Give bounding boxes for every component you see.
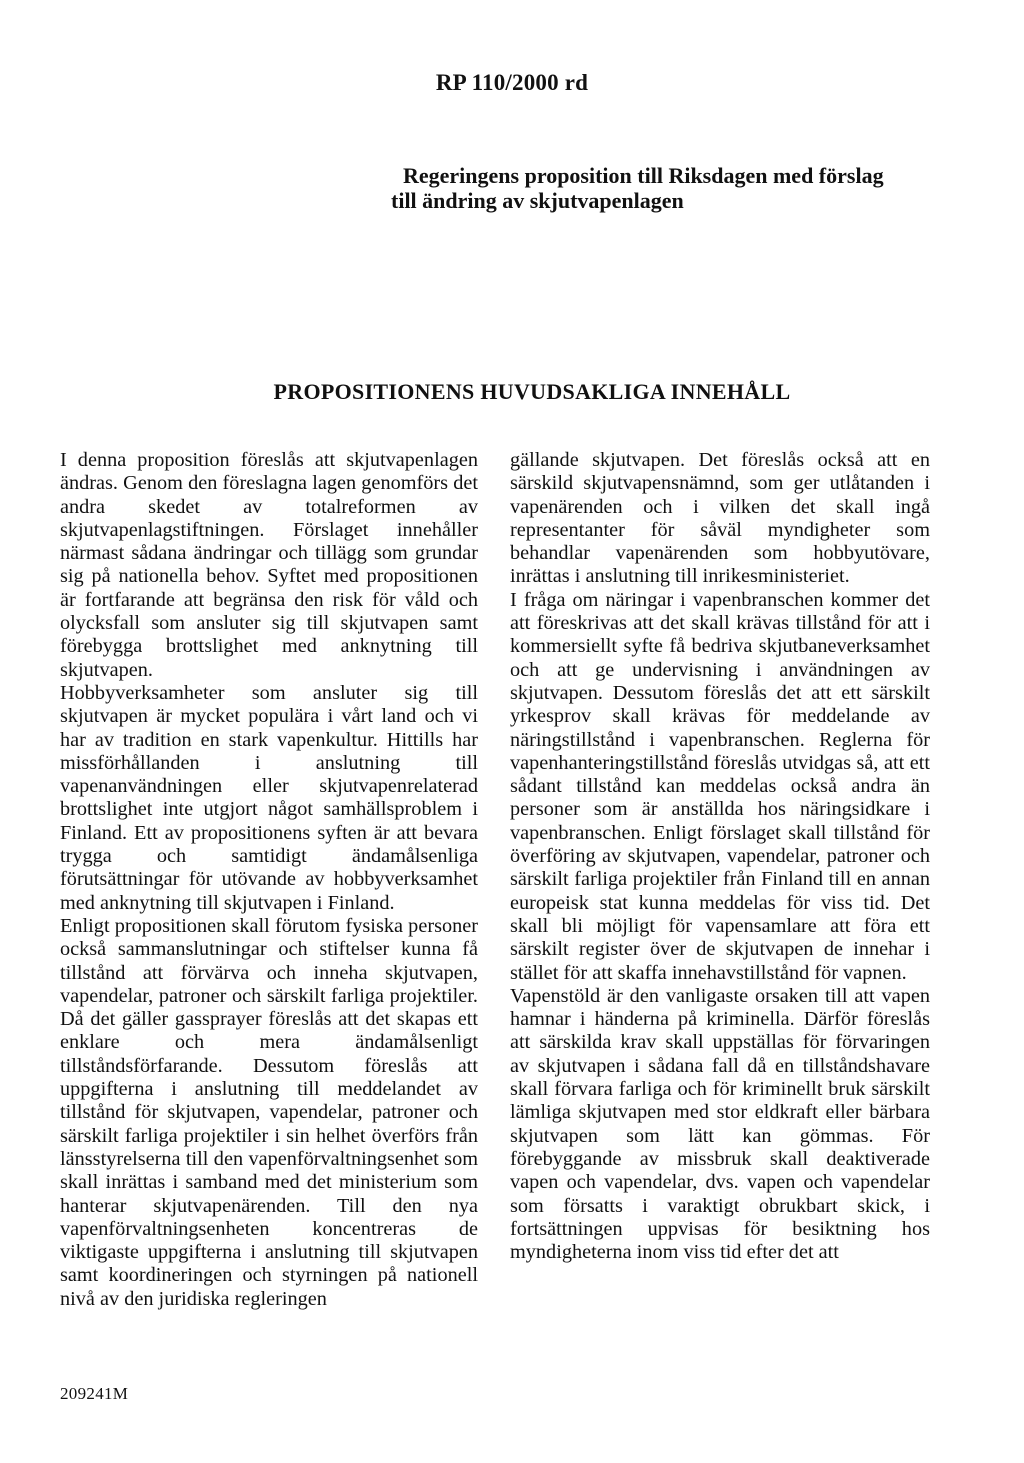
- document-title: [391, 163, 963, 213]
- print-code: 209241M: [60, 1384, 129, 1403]
- paragraph: I fråga om näringar i vapenbranschen kommer det att föreskrivas att det skall krävas tillstånd för att i kommersiellt syfte få bedriva skjutbaneverksamhet och att ge undervisning i användningen av skjutvapen. Dessutom föreslås det att ett särskilt yrkesprov skall krävas för meddelande av näringstillstånd i vapenbranschen. Reglerna för vapenhanteringstillstånd föreslås utvidgas så, att ett sådant tillstånd kan meddelas också andra än personer som är anställda hos näringsidkare i vapenbranschen. Enligt förslaget skall tillstånd för överföring av skjutvapen, vapendelar, patroner och särskilt farliga projektiler från Finland till en annan europeisk stat kunna meddelas för viss tid. Det skall bli möjligt för vapensamlare att föra ett särskilt register över de skjutvapen de innehar i stället för att skaffa innehavstillstånd för vapnen.: [510, 588, 930, 984]
- text-column-right: [510, 449, 930, 1264]
- paragraph: I denna proposition föreslås att skjutvapenlagen ändras. Genom den föreslagna lagen genomförs det andra skedet av totalreformen av skjutvapenlagstiftningen. Förslaget innehåller närmast sådana ändringar och tillägg som grundar sig på nationella behov. Syftet med propositionen är fortfarande att begränsa den risk för våld och olycksfall som ansluter sig till skjutvapen samt förebygga brottslighet med anknytning till skjutvapen.: [60, 449, 478, 681]
- title-line-1: Regeringens proposition till Riksdagen med förslag: [403, 163, 884, 188]
- document-number: RP 110/2000 rd: [435, 70, 589, 95]
- paragraph: gällande skjutvapen. Det föreslås också att en särskild skjutvapensnämnd, som ger utlåtanden i vapenärenden och i vilken det skall ingå representanter för såväl myndigheter som behandlar vapenärenden som hobbyutövare, inrättas i anslutning till inrikesministeriet.: [510, 449, 930, 588]
- text-column-left: [60, 449, 478, 1311]
- section-heading: PROPOSITIONENS HUVUDSAKLIGA INNEHÅLL: [273, 379, 791, 404]
- title-line-2: till ändring av skjutvapenlagen: [391, 188, 684, 213]
- paragraph: Hobbyverksamheter som ansluter sig till skjutvapen är mycket populära i vårt land och vi har av tradition en stark vapenkultur. Hittills har missförhållanden i anslutning till vapenanvändningen eller skjutvapenrelaterad brottslighet inte utgjort något samhällsproblem i Finland. Ett av propositionens syften är att bevara trygga och samtidigt ändamålsenliga förutsättningar för utövande av hobbyverksamhet med anknytning till skjutvapen i Finland.: [60, 681, 478, 914]
- paragraph: Enligt propositionen skall förutom fysiska personer också sammanslutningar och stiftelser kunna få tillstånd att förvärva och inneha skjutvapen, vapendelar, patroner och särskilt farliga projektiler. Då det gäller gassprayer föreslås att det skapas ett enklare och mera ändamålsenligt tillståndsförfarande. Dessutom föreslås att uppgifterna i anslutning till meddelandet av tillstånd för skjutvapen, vapendelar, patroner och särskilt farliga projektiler i sin helhet överförs från länsstyrelserna till den vapenförvaltningsenhet som skall inrättas i samband med det ministerium som hanterar skjutvapenärenden. Till den nya vapenförvaltningsenheten koncentreras de viktigaste uppgifterna i anslutning till skjutvapen samt koordineringen och styrningen på nationell nivå av den juridiska regleringen: [60, 914, 478, 1310]
- paragraph: Vapenstöld är den vanligaste orsaken till att vapen hamnar i händerna på kriminella. Därför föreslås att särskilda krav skall uppställas för förvaringen av skjutvapen i sådana fall då en tillståndshavare skall förvara farliga och för kriminellt bruk särskilt lämliga skjutvapen med stor eldkraft eller bärbara skjutvapen som lätt kan gömmas. För förebyggande av missbruk skall deaktiverade vapen och vapendelar, dvs. vapen och vapendelar som försatts i varaktigt obrukbart skick, i fortsättningen uppvisas för besiktning hos myndigheterna inom viss tid efter det att: [510, 984, 930, 1264]
